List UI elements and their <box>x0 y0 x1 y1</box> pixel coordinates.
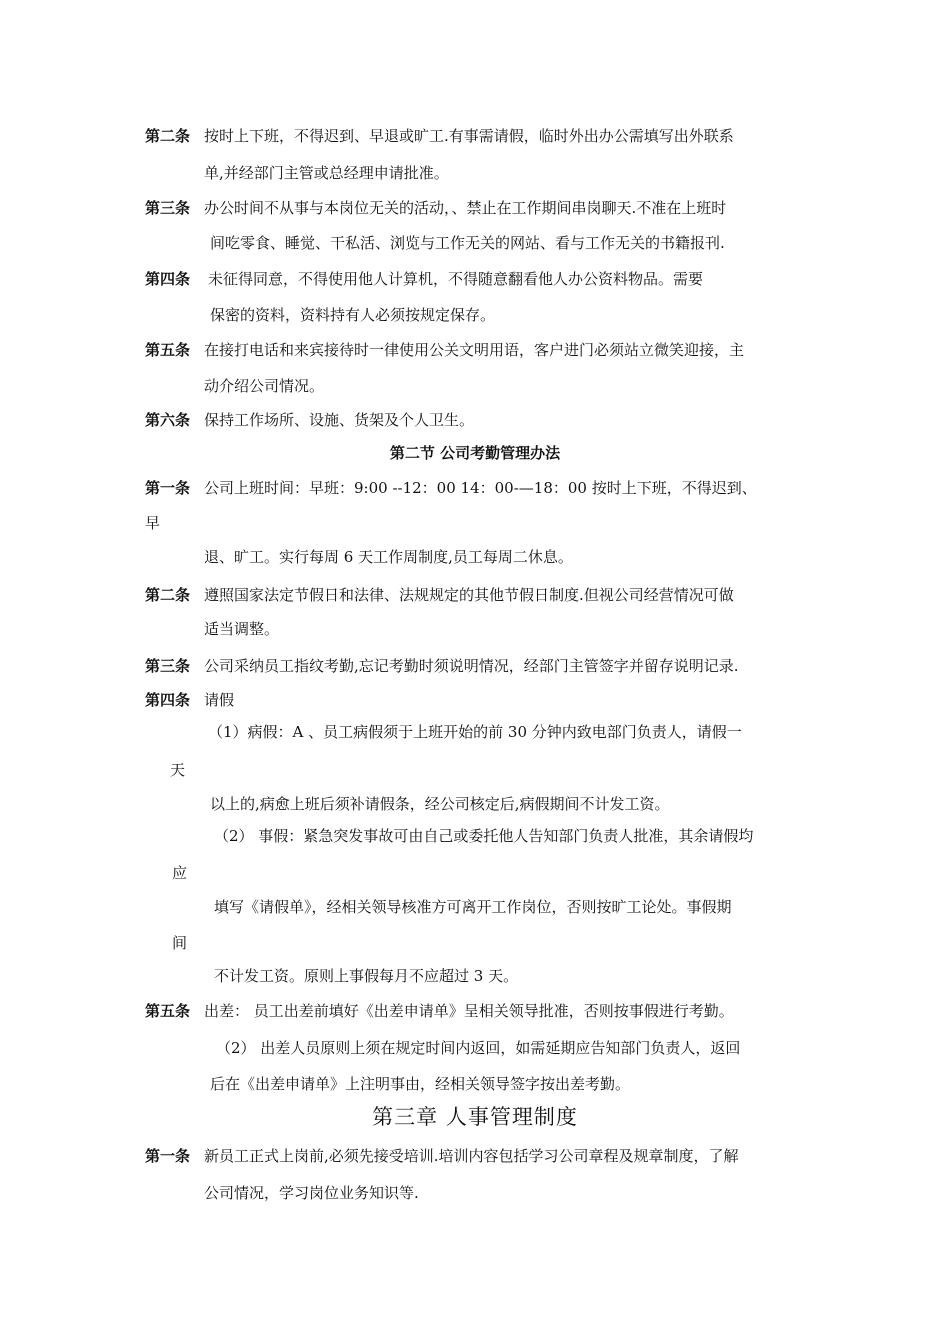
article-label: 第一条 <box>145 1147 191 1165</box>
article-text: 退、旷工。实行每周 6 天工作周制度,员工每周二休息。 <box>204 548 573 566</box>
article-text: 公司采纳员工指纹考勤,忘记考勤时须说明情况，经部门主管签字并留存说明记录. <box>204 657 739 675</box>
article-text: 按时上下班，不得迟到、早退或旷工.有事需请假，临时外出办公需填写出外联系 <box>204 127 734 145</box>
chapter-title: 第三章 人事管理制度 <box>372 1105 578 1129</box>
article-text: 单,并经部门主管或总经理申请批准。 <box>204 164 449 182</box>
article-text: 间吃零食、睡觉、干私活、浏览与工作无关的网站、看与工作无关的书籍报刊. <box>210 234 725 252</box>
article-text: （2） 出差人员原则上须在规定时间内返回，如需延期应告知部门负责人，返回 <box>216 1039 741 1057</box>
article-label: 第五条 <box>145 341 191 359</box>
article-text: 天 <box>170 761 186 779</box>
article-label: 第二条 <box>145 127 191 145</box>
article-text: 保密的资料，资料持有人必须按规定保存。 <box>210 306 496 324</box>
article-text: 以上的,病愈上班后须补请假条，经公司核定后,病假期间不计发工资。 <box>210 795 670 813</box>
article-text: 后在《出差申请单》上注明事由，经相关领导签字按出差考勤。 <box>210 1075 631 1093</box>
article-label: 第五条 <box>145 1002 191 1020</box>
article-text: 在接打电话和来宾接待时一律使用公关文明用语，客户进门必须站立微笑迎接，主 <box>204 341 745 359</box>
article-text: 出差： 员工出差前填好《出差申请单》呈相关领导批准，否则按事假进行考勤。 <box>204 1002 734 1020</box>
article-text: 间 <box>172 934 188 952</box>
article-label: 第三条 <box>145 199 191 217</box>
article-text: 早 <box>145 514 161 532</box>
article-text: 公司上班时间：早班：9:00 --12：00 14：00-—18：00 按时上下班，不得迟到、 <box>204 479 757 497</box>
article-text: 遵照国家法定节假日和法律、法规规定的其他节假日制度.但视公司经营情况可做 <box>204 586 734 604</box>
article-label: 第一条 <box>145 479 191 497</box>
article-label: 第四条 <box>145 270 191 288</box>
article-text: 不计发工资。原则上事假每月不应超过 3 天。 <box>214 967 519 985</box>
article-text: 保持工作场所、设施、货架及个人卫生。 <box>204 411 475 429</box>
section-title: 第二节 公司考勤管理办法 <box>389 444 561 462</box>
article-text: 应 <box>172 864 188 882</box>
article-text: 新员工正式上岗前,必须先接受培训.培训内容包括学习公司章程及规章制度，了解 <box>204 1147 739 1165</box>
article-label: 第三条 <box>145 657 191 675</box>
article-label: 第二条 <box>145 586 191 604</box>
article-text: 适当调整。 <box>204 620 280 638</box>
article-text: （2） 事假：紧急突发事故可由自己或委托他人告知部门负责人批准，其余请假均 <box>214 827 754 845</box>
article-text: 填写《请假单》，经相关领导核准方可离开工作岗位，否则按旷工论处。事假期 <box>214 898 732 916</box>
article-label: 第六条 <box>145 411 191 429</box>
article-text: 办公时间不从事与本岗位无关的活动，、禁止在工作期间串岗聊天.不准在上班时 <box>204 199 727 217</box>
article-text: （1）病假：A 、员工病假须于上班开始的前 30 分钟内致电部门负责人，请假一 <box>208 723 742 741</box>
article-text: 请假 <box>204 691 235 709</box>
article-label: 第四条 <box>145 691 191 709</box>
article-text: 动介绍公司情况。 <box>204 377 325 395</box>
article-text: 公司情况，学习岗位业务知识等. <box>204 1184 419 1202</box>
article-text: 未征得同意，不得使用他人计算机，不得随意翻看他人办公资料物品。需要 <box>208 270 704 288</box>
